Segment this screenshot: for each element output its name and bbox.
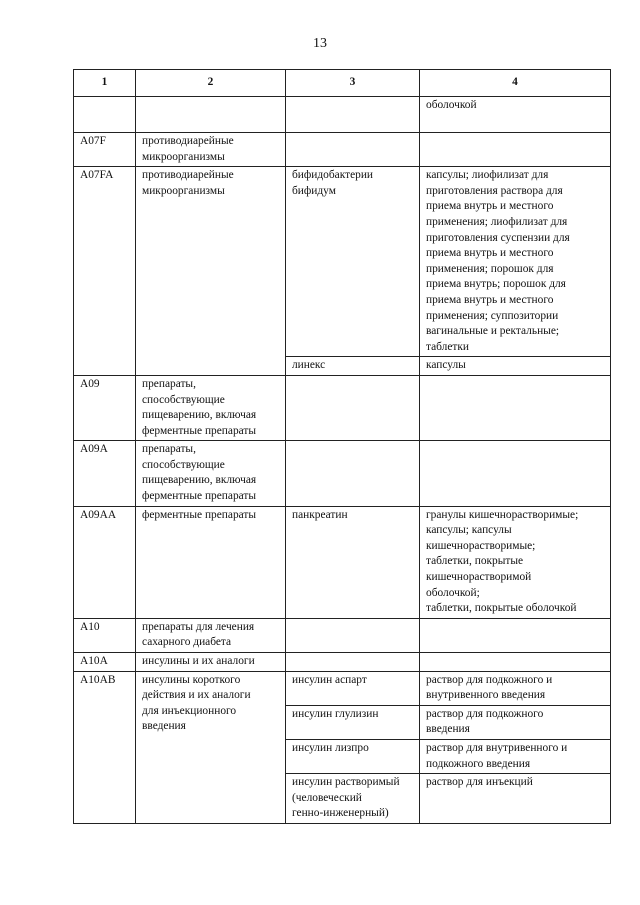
column-header: 2 xyxy=(136,70,286,97)
pharmacological-group: противодиарейные микроорганизмы xyxy=(136,133,286,167)
atc-code: A10A xyxy=(74,653,136,672)
table-row xyxy=(74,97,611,133)
table-row xyxy=(74,618,611,652)
dosage-form: капсулы; лиофилизат для приготовления раствора для приема внутрь и местного применения; лиофилизат для приготовления суспензии для приема внутрь и местного применения; порошок для приема внутрь; порошок для приема внутрь и местного применения; суппозитории вагинальные и ректальные; таблетки xyxy=(420,167,611,357)
pharmacological-group: препараты для лечения сахарного диабета xyxy=(136,618,286,652)
header-row xyxy=(74,70,611,97)
atc-code: A09A xyxy=(74,441,136,506)
drug-table xyxy=(73,69,611,824)
table-row xyxy=(74,671,611,705)
atc-code: A10AB xyxy=(74,671,136,823)
column-header: 4 xyxy=(420,70,611,97)
pharmacological-group: инсулины короткого действия и их аналоги для инъекционного введения xyxy=(136,671,286,823)
drug-name xyxy=(286,97,420,133)
drug-name xyxy=(286,653,420,672)
dosage-form: раствор для внутривенного и подкожного введения xyxy=(420,739,611,773)
dosage-form xyxy=(420,653,611,672)
dosage-form xyxy=(420,133,611,167)
pharmacological-group: препараты, способствующие пищеварению, включая ферментные препараты xyxy=(136,441,286,506)
drug-name xyxy=(286,441,420,506)
table-row xyxy=(74,375,611,440)
drug-name xyxy=(286,133,420,167)
pharmacological-group: ферментные препараты xyxy=(136,506,286,618)
drug-name: бифидобактерии бифидум xyxy=(286,167,420,357)
pharmacological-group: препараты, способствующие пищеварению, включая ферментные препараты xyxy=(136,375,286,440)
dosage-form: раствор для инъекций xyxy=(420,774,611,824)
atc-code: A10 xyxy=(74,618,136,652)
drug-name: инсулин аспарт xyxy=(286,671,420,705)
dosage-form: гранулы кишечнорастворимые; капсулы; капсулы кишечнорастворимые; таблетки, покрытые кишечнорастворимой оболочкой; таблетки, покрытые оболочкой xyxy=(420,506,611,618)
drug-name: линекс xyxy=(286,357,420,376)
dosage-form xyxy=(420,618,611,652)
column-header: 3 xyxy=(286,70,420,97)
dosage-form xyxy=(420,375,611,440)
atc-code: A07FA xyxy=(74,167,136,376)
pharmacological-group: инсулины и их аналоги xyxy=(136,653,286,672)
dosage-form xyxy=(420,441,611,506)
drug-name: инсулин лизпро xyxy=(286,739,420,773)
atc-code xyxy=(74,97,136,133)
atc-code: A09 xyxy=(74,375,136,440)
pharmacological-group: противодиарейные микроорганизмы xyxy=(136,167,286,376)
table-row xyxy=(74,506,611,618)
page-number: 13 xyxy=(313,36,327,51)
atc-code: A09AA xyxy=(74,506,136,618)
drug-name xyxy=(286,375,420,440)
dosage-form: раствор для подкожного введения xyxy=(420,705,611,739)
column-header: 1 xyxy=(74,70,136,97)
atc-code: A07F xyxy=(74,133,136,167)
pharmacological-group xyxy=(136,97,286,133)
table-row xyxy=(74,133,611,167)
drug-name: панкреатин xyxy=(286,506,420,618)
dosage-form: раствор для подкожного и внутривенного введения xyxy=(420,671,611,705)
dosage-form: оболочкой xyxy=(420,97,611,133)
drug-name xyxy=(286,618,420,652)
table-row xyxy=(74,167,611,357)
drug-name: инсулин глулизин xyxy=(286,705,420,739)
table-row xyxy=(74,441,611,506)
dosage-form: капсулы xyxy=(420,357,611,376)
table-row xyxy=(74,653,611,672)
drug-name: инсулин растворимый (человеческий генно-инженерный) xyxy=(286,774,420,824)
